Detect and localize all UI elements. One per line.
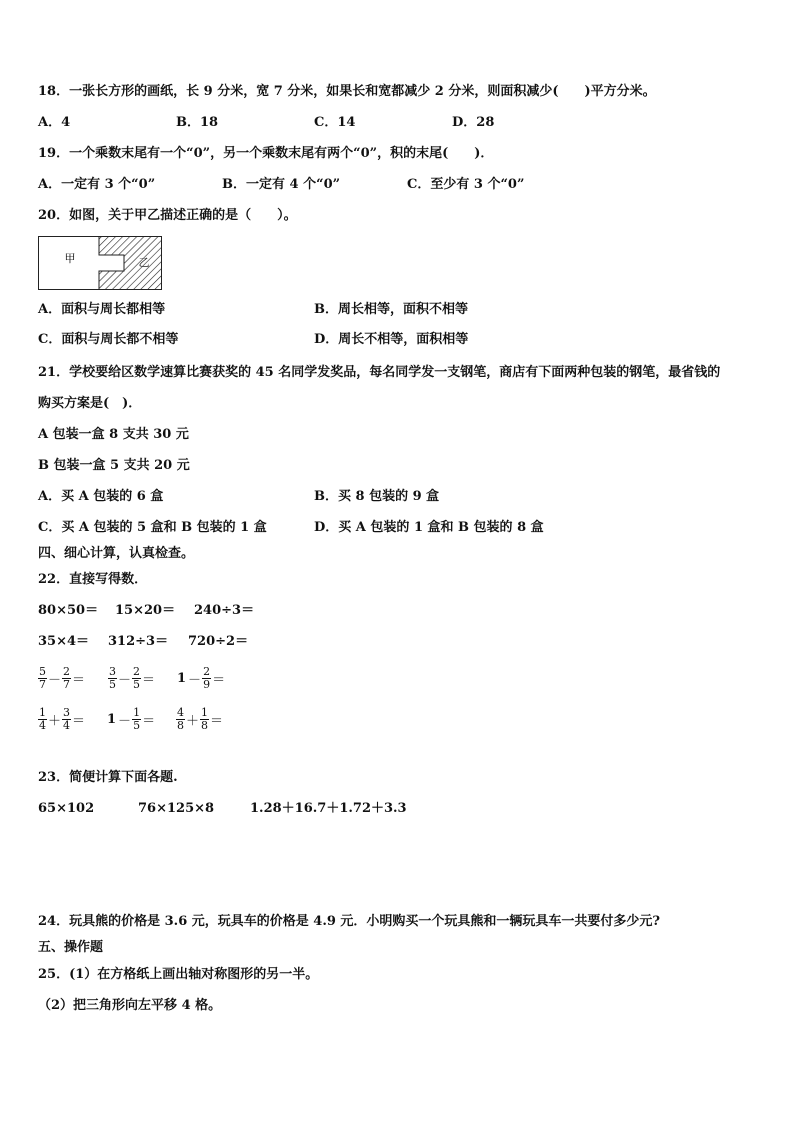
q18-option-b: B．18	[176, 115, 219, 130]
q19-option-c: C．至少有 3 个“0”	[407, 177, 525, 192]
q21-option-c: C．买 A 包装的 5 盒和 B 包装的 1 盒	[38, 520, 267, 535]
fraction: $\frac{1}{4}$	[39, 705, 46, 732]
q23-stem: 23．简便计算下面各题.	[38, 770, 178, 785]
q22-r3-a: $\frac{5}{7}$ － $\frac{2}{7}$ ＝	[39, 664, 86, 691]
q21-pack-b: B 包装一盒 5 支共 20 元	[38, 458, 190, 473]
fraction: $\frac{4}{8}$	[177, 705, 184, 732]
q23-item-1: 65×102	[38, 801, 95, 816]
q20-stem: 20．如图，关于甲乙描述正确的是（ ）。	[38, 208, 297, 223]
fraction: $\frac{2}{7}$	[63, 664, 71, 691]
q22-r3-c: 1 － $\frac{2}{9}$ ＝	[177, 664, 226, 691]
q20-option-a: A．面积与周长都相等	[38, 302, 166, 317]
q24-stem: 24．玩具熊的价格是 3.6 元，玩具车的价格是 4.9 元．小明购买一个玩具熊和一辆玩具车一共要付多少元?	[38, 914, 661, 929]
q22-r4-a: $\frac{1}{4}$ ＋ $\frac{3}{4}$ ＝	[39, 705, 86, 732]
q20-option-d: D．周长不相等，面积相等	[314, 332, 469, 347]
q21-option-b: B．买 8 包装的 9 盒	[314, 489, 440, 504]
q18-option-a: A．4	[38, 115, 71, 130]
section-5-heading: 五、操作题	[38, 940, 104, 955]
fraction: $\frac{3}{4}$	[63, 705, 71, 732]
q21-stem-line2: 购买方案是( )．	[38, 396, 142, 411]
q22-r2-a: 35×4＝	[38, 634, 90, 649]
fraction: $\frac{1}{8}$	[201, 705, 209, 732]
q22-stem: 22．直接写得数．	[38, 572, 148, 587]
q22-r3-b: $\frac{3}{5}$ － $\frac{2}{5}$ ＝	[109, 664, 156, 691]
section-4-heading: 四、细心计算，认真检查。	[38, 546, 195, 561]
q18-stem: 18．一张长方形的画纸，长 9 分米，宽 7 分米，如果长和宽都减少 2 分米，则面积减少( )平方分米。	[38, 84, 656, 99]
q21-stem-line1: 21．学校要给区数学速算比赛获奖的 45 名同学发奖品，每名同学发一支钢笔，商店有下面两种包装的钢笔，最省钱的	[38, 365, 721, 380]
fraction: $\frac{1}{5}$	[133, 705, 141, 732]
q22-r1-a: 80×50＝	[38, 603, 99, 618]
q18-option-d: D．28	[452, 115, 495, 130]
q25-part1: 25．(1）在方格纸上画出轴对称图形的另一半。	[38, 967, 319, 982]
q25-part2: （2）把三角形向左平移 4 格。	[38, 998, 222, 1013]
yi-label: 乙	[138, 256, 150, 269]
fraction: $\frac{5}{7}$	[39, 664, 46, 691]
q23-item-2: 76×125×8	[138, 801, 215, 816]
q19-option-b: B．一定有 4 个“0”	[222, 177, 341, 192]
q19-option-a: A．一定有 3 个“0”	[38, 177, 156, 192]
q20-option-c: C．面积与周长都不相等	[38, 332, 179, 347]
fraction: $\frac{2}{5}$	[133, 664, 141, 691]
q18-option-c: C．14	[314, 115, 356, 130]
jia-yi-diagram	[38, 236, 162, 290]
q21-option-a: A．买 A 包装的 6 盒	[38, 489, 164, 504]
q22-r2-b: 312÷3＝	[108, 634, 169, 649]
q22-r4-c: $\frac{4}{8}$ ＋ $\frac{1}{8}$ ＝	[177, 705, 224, 732]
q21-option-d: D．买 A 包装的 1 盒和 B 包装的 8 盒	[314, 520, 544, 535]
q22-r1-c: 240÷3＝	[194, 603, 255, 618]
q22-r4-b: 1 － $\frac{1}{5}$ ＝	[107, 705, 156, 732]
q22-r1-b: 15×20＝	[115, 603, 176, 618]
q23-item-3: 1.28＋16.7＋1.72＋3.3	[250, 801, 407, 816]
q20-option-b: B．周长相等，面积不相等	[314, 302, 468, 317]
fraction: $\frac{2}{9}$	[203, 664, 211, 691]
q20-figure	[38, 236, 162, 294]
q19-stem: 19．一个乘数末尾有一个“0”，另一个乘数末尾有两个“0”，积的末尾( )．	[38, 146, 494, 161]
q22-r2-c: 720÷2＝	[188, 634, 249, 649]
fraction: $\frac{3}{5}$	[109, 664, 116, 691]
jia-label: 甲	[64, 252, 76, 265]
q21-pack-a: A 包装一盒 8 支共 30 元	[38, 427, 189, 442]
